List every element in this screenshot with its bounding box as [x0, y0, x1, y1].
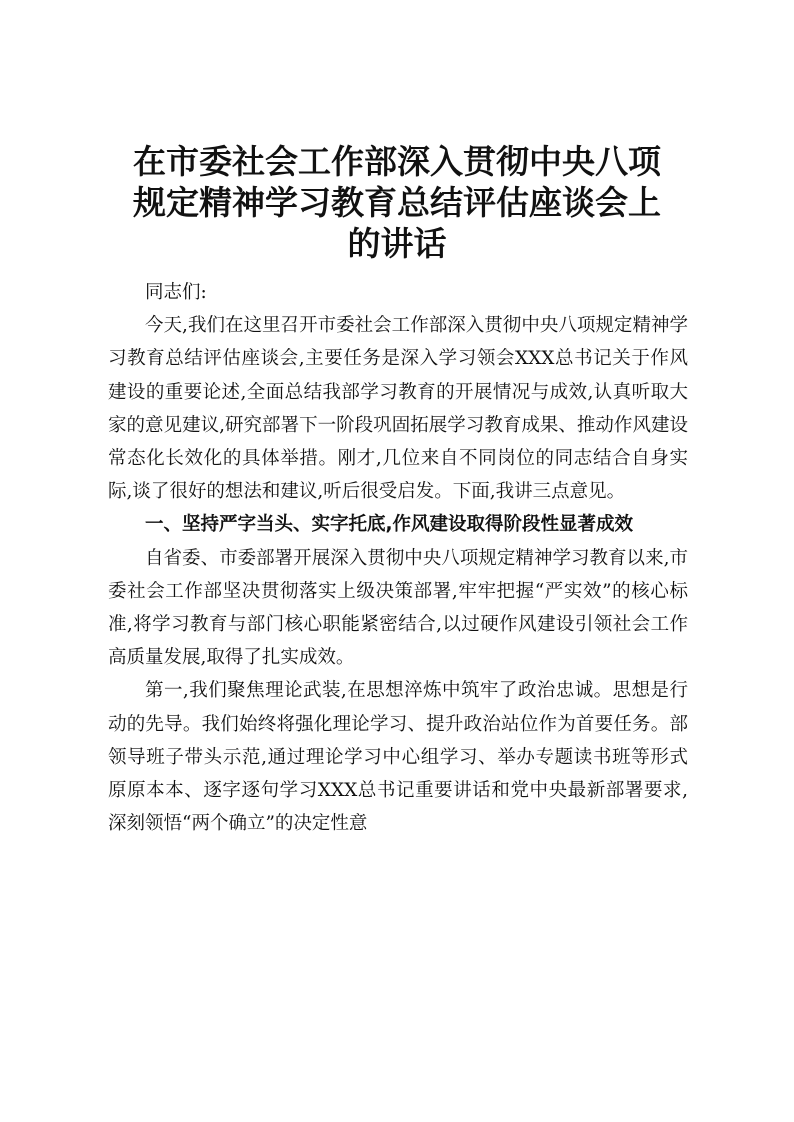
section-heading-1: 一、坚持严字当头、实字托底,作风建设取得阶段性显著成效	[145, 514, 634, 536]
paragraph-intro: 今天,我们在这里召开市委社会工作部深入贯彻中央八项规定精神学习教育总结评估座谈会,主要任务是深入学习领会XXX总书记关于作风建设的重要论述,全面总结我部学习教育的开展情况与成效,认真听取大家的意见建议,研究部署下一阶段巩固拓展学习教育成果、推动作风建设常态化长效化的具体举措。刚才,几位来自不同岗位的同志结合自身实际,谈了很好的想法和建议,听后很受启发。下面,我讲三点意见。	[108, 315, 688, 503]
salutation: 同志们:	[145, 282, 207, 303]
title-line-1: 在市委社会工作部深入贯彻中央八项	[133, 142, 661, 181]
title-line-3: 的讲话	[347, 224, 447, 263]
title-line-2: 规定精神学习教育总结评估座谈会上	[133, 183, 661, 222]
document-title	[100, 141, 694, 264]
paragraph-point-1: 第一,我们聚焦理论武装,在思想淬炼中筑牢了政治忠诚。思想是行动的先导。我们始终将强化理论学习、提升政治站位作为首要任务。部领导班子带头示范,通过理论学习中心组学习、举办专题读书班等形式 原原本本、逐字逐句学习XXX总书记重要讲话和党中央最新部署要求,深刻领悟“两个确立”的决定性意	[108, 680, 688, 835]
paragraph-section-1-intro: 自省委、市委部署开展深入贯彻中央八项规定精神学习教育以来,市委社会工作部坚决贯彻落实上级决策部署,牢牢把握“严实效”的核心标准,将学习教育与部门核心职能紧密结合,以过硬作风建设引领社会工作高质量发展,取得了扎实成效。	[108, 547, 688, 669]
document-body	[108, 276, 688, 840]
